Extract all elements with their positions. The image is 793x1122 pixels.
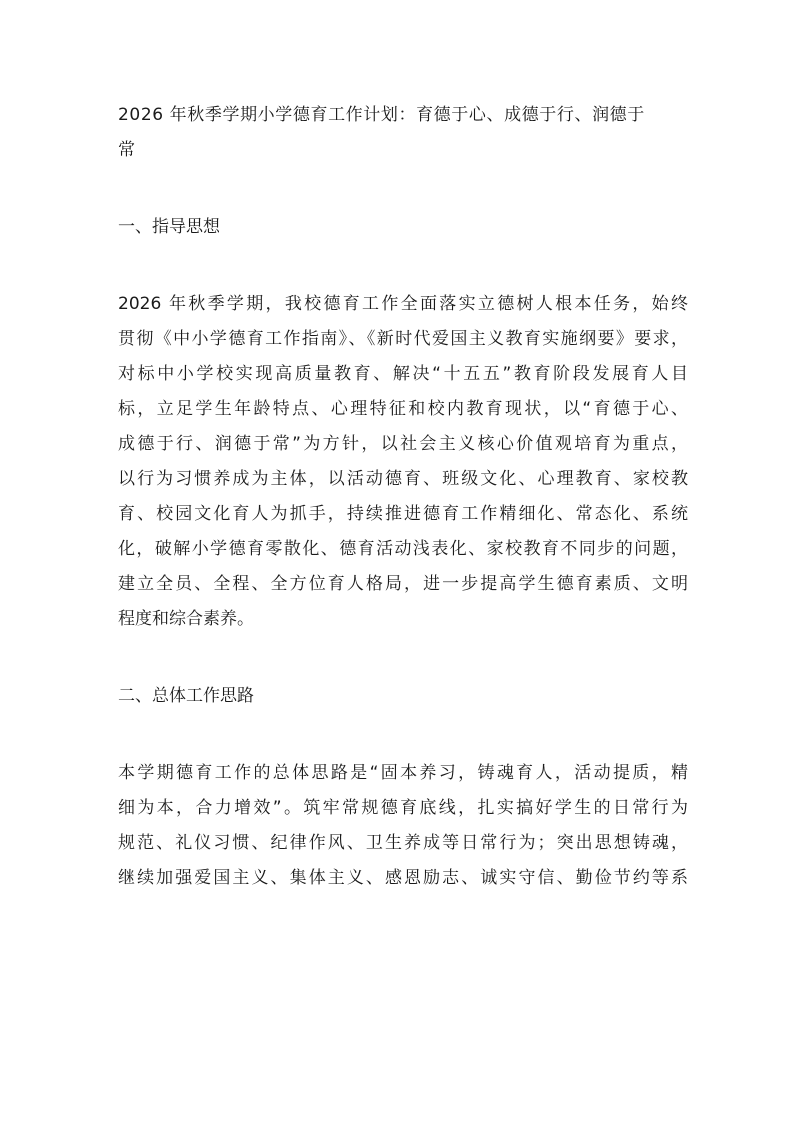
paragraph-line: 对标中小学校实现高质量教育、解决“十五五”教育阶段发展育人目 (118, 364, 688, 384)
paragraph-line: 育、校园文化育人为抓手，持续推进德育工作精细化、常态化、系统 (118, 504, 688, 524)
paragraph-line: 以行为习惯养成为主体，以活动德育、班级文化、心理教育、家校教 (118, 469, 688, 489)
paragraph-overall-approach (118, 756, 688, 896)
document-title (118, 98, 688, 168)
paragraph-line: 规范、礼仪习惯、纪律作风、卫生养成等日常行为；突出思想铸魂， (118, 833, 688, 853)
paragraph-guiding-ideology (118, 287, 688, 637)
section-heading-guiding-ideology: 一、指导思想 (118, 217, 220, 237)
title-line: 2026 年秋季学期小学德育工作计划：育德于心、成德于行、润德于 (118, 105, 645, 125)
paragraph-line: 贯彻《中小学德育工作指南》、《新时代爱国主义教育实施纲要》要求， (118, 329, 688, 349)
paragraph-line: 建立全员、全程、全方位育人格局，进一步提高学生德育素质、文明 (118, 574, 688, 594)
paragraph-line: 细为本，合力增效”。筑牢常规德育底线，扎实搞好学生的日常行为 (118, 798, 688, 818)
paragraph-line: 2026 年秋季学期，我校德育工作全面落实立德树人根本任务，始终 (118, 294, 688, 314)
title-line: 常 (118, 140, 136, 160)
paragraph-line: 化，破解小学德育零散化、德育活动浅表化、家校教育不同步的问题， (118, 539, 688, 559)
paragraph-line: 标，立足学生年龄特点、心理特征和校内教育现状，以“育德于心、 (118, 399, 688, 419)
section-heading-overall-approach: 二、总体工作思路 (118, 686, 254, 706)
paragraph-line: 本学期德育工作的总体思路是“固本养习，铸魂育人，活动提质，精 (118, 763, 688, 783)
paragraph-line: 程度和综合素养。 (118, 609, 254, 629)
paragraph-line: 继续加强爱国主义、集体主义、感恩励志、诚实守信、勤俭节约等系 (118, 868, 688, 888)
paragraph-line: 成德于行、润德于常”为方针，以社会主义核心价值观培育为重点， (118, 434, 688, 454)
document-body (118, 98, 688, 896)
